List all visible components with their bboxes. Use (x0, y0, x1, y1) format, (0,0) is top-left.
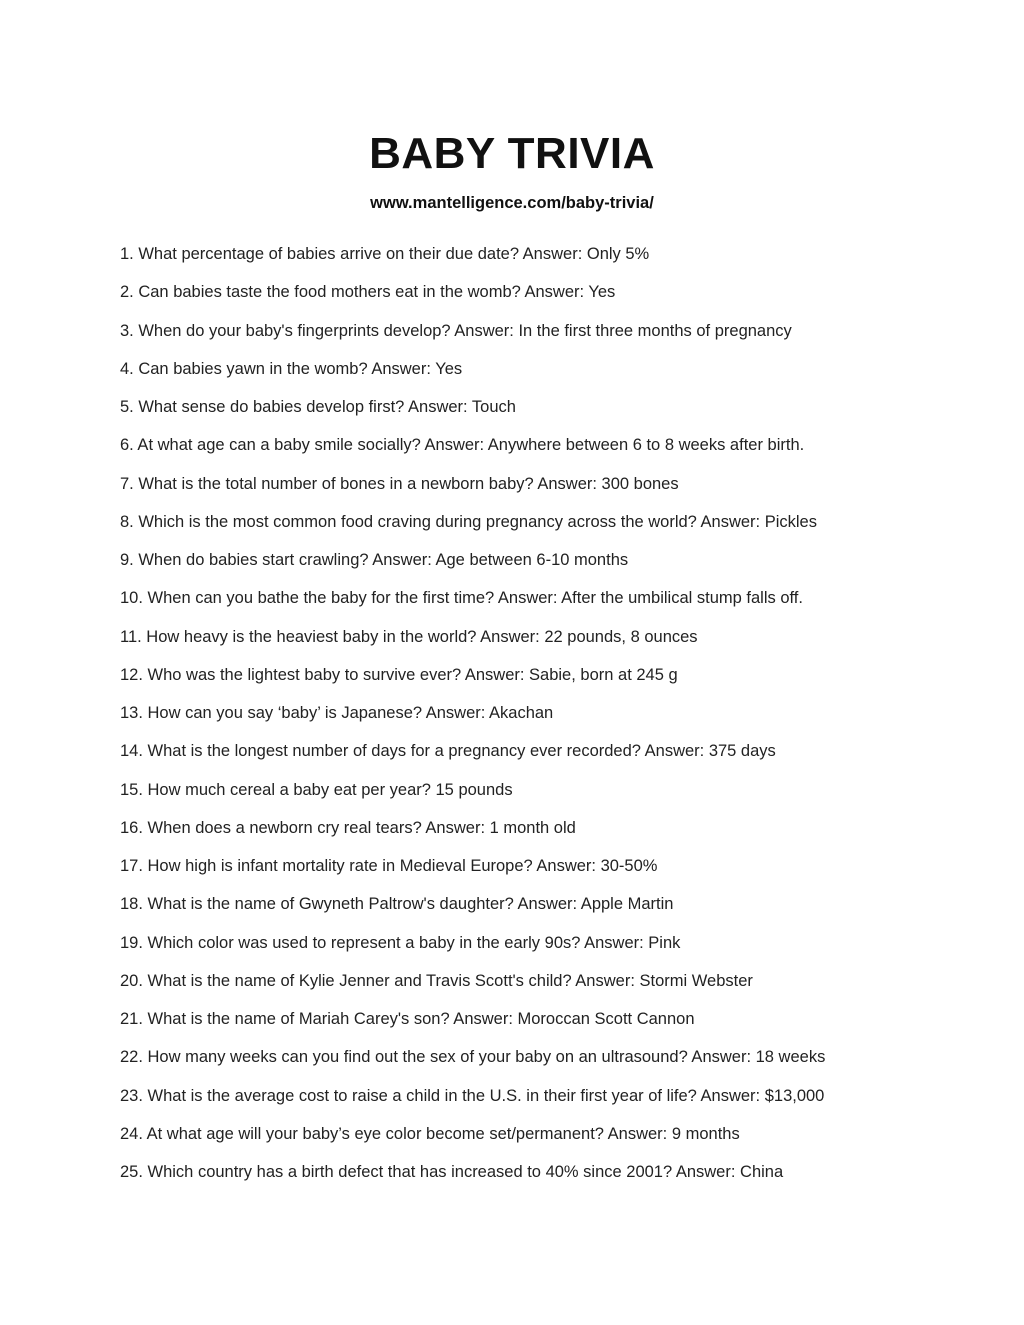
trivia-item-23: 23. What is the average cost to raise a child in the U.S. in their first year of life? Answer: $13,000 (120, 1086, 825, 1105)
trivia-item-16: 16. When does a newborn cry real tears? Answer: 1 month old (120, 818, 576, 837)
trivia-item-15: 15. How much cereal a baby eat per year? 15 pounds (120, 780, 513, 799)
trivia-item-6: 6. At what age can a baby smile socially? Answer: Anywhere between 6 to 8 weeks after birth. (120, 436, 805, 455)
trivia-item-20: 20. What is the name of Kylie Jenner and Travis Scott's child? Answer: Stormi Webster (120, 971, 753, 990)
trivia-item-3: 3. When do your baby's fingerprints develop? Answer: In the first three months of pregnancy (120, 321, 792, 340)
trivia-item-17: 17. How high is infant mortality rate in Medieval Europe? Answer: 30-50% (120, 857, 658, 875)
trivia-item-1: 1. What percentage of babies arrive on their due date? Answer: Only 5% (120, 245, 650, 263)
trivia-item-18: 18. What is the name of Gwyneth Paltrow's daughter? Answer: Apple Martin (120, 895, 674, 914)
trivia-item-4: 4. Can babies yawn in the womb? Answer: Yes (120, 359, 463, 378)
trivia-item-7: 7. What is the total number of bones in a newborn baby? Answer: 300 bones (120, 474, 679, 493)
trivia-item-5: 5. What sense do babies develop first? Answer: Touch (120, 398, 516, 416)
trivia-item-22: 22. How many weeks can you find out the sex of your baby on an ultrasound? Answer: 18 weeks (120, 1048, 826, 1067)
trivia-item-2: 2. Can babies taste the food mothers eat in the womb? Answer: Yes (120, 283, 616, 302)
trivia-item-9: 9. When do babies start crawling? Answer: Age between 6-10 months (120, 551, 629, 569)
trivia-item-11: 11. How heavy is the heaviest baby in the world? Answer: 22 pounds, 8 ounces (120, 627, 698, 646)
source-url: www.mantelligence.com/baby-trivia/ (370, 194, 654, 212)
trivia-item-25: 25. Which country has a birth defect that has increased to 40% since 2001? Answer: China (120, 1163, 784, 1181)
trivia-item-24: 24. At what age will your baby’s eye color become set/permanent? Answer: 9 months (120, 1124, 740, 1143)
trivia-item-8: 8. Which is the most common food craving during pregnancy across the world? Answer: Pickles (120, 512, 817, 531)
trivia-item-10: 10. When can you bathe the baby for the first time? Answer: After the umbilical stump falls off. (120, 589, 803, 608)
trivia-list (120, 243, 940, 1199)
trivia-item-21: 21. What is the name of Mariah Carey's son? Answer: Moroccan Scott Cannon (120, 1010, 695, 1028)
trivia-item-19: 19. Which color was used to represent a baby in the early 90s? Answer: Pink (120, 933, 681, 952)
trivia-item-14: 14. What is the longest number of days for a pregnancy ever recorded? Answer: 375 days (120, 742, 776, 761)
page-title: BABY TRIVIA (369, 129, 655, 178)
trivia-item-12: 12. Who was the lightest baby to survive ever? Answer: Sabie, born at 245 g (120, 665, 678, 684)
trivia-item-13: 13. How can you say ‘baby’ is Japanese? Answer: Akachan (120, 704, 554, 722)
